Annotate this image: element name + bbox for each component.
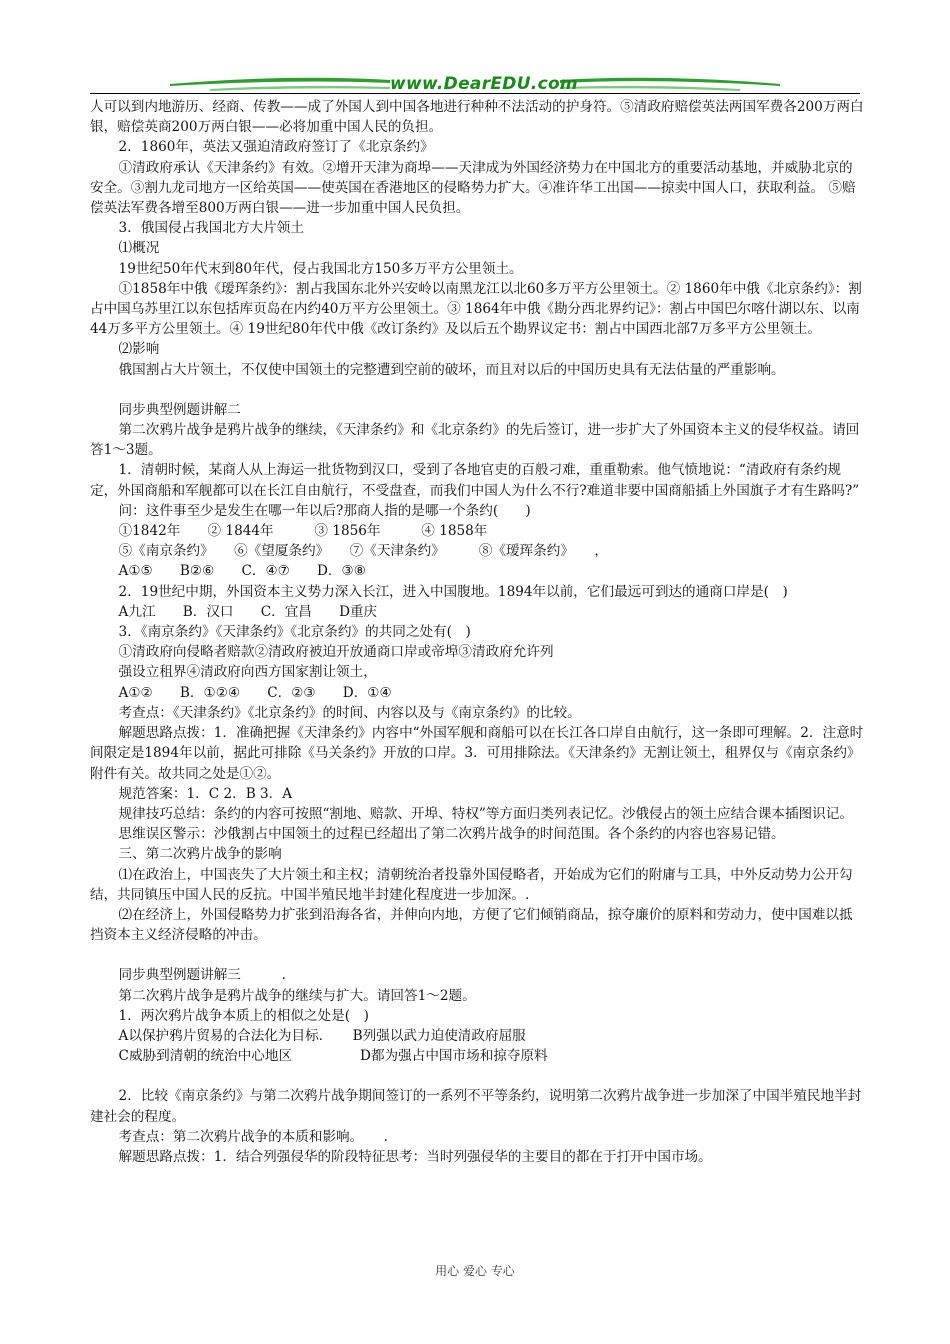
paragraph: 俄国割占大片领土，不仅使中国领土的完整遭到空前的破坏，而且对以后的中国历史具有无法估量的严重影响。 xyxy=(118,361,785,378)
paragraph: 考查点：第二次鸦片战争的本质和影响。 . xyxy=(118,1128,388,1145)
paragraph: 第二次鸦片战争是鸦片战争的继续与扩大。请回答1～2题。 xyxy=(118,987,476,1004)
paragraph: ⑵影响 xyxy=(118,341,160,358)
paragraph: 问：这件事至少是发生在哪一年以后?那商人指的是哪一个条约( ) xyxy=(118,502,531,519)
paragraph: 强设立租界④清政府向西方国家割让领土， xyxy=(118,664,377,681)
paragraph: 19世纪50年代末到80年代，侵占我国北方150多万平方公里领土。 xyxy=(118,260,523,277)
question: 2．19世纪中期，外国资本主义势力深入长江，进入中国腹地。1894年以前，它们最远可到达的通商口岸是( ) xyxy=(118,583,788,600)
paragraph: 2．1860年，英法又强迫清政府签订了《北京条约》 xyxy=(118,139,434,156)
options-line: C威胁到清朝的统治中心地区 D都为强占中国市场和掠夺原料 xyxy=(118,1048,548,1065)
paragraph: ①清政府承认《天津条约》有效。②增开天津为商埠——天津成为外国经济势力在中国北方的重要活动基地，并威胁北京的安全。③割九龙司地方一区给英国——使英国在香港地区的侵略势力扩大。④准许华工出国——掠卖中国人口，获取利益。 ⑤赔偿英法军费各增至800万两白银——进一步加重中国人民负担。 xyxy=(90,159,856,217)
paragraph: ⑵在经济上，外国侵略势力扩张到沿海各省，并伸向内地，方便了它们倾销商品，掠夺廉价的原料和劳动力，使中国难以抵挡资本主义经济侵略的冲击。 xyxy=(90,906,853,944)
options-line: A①② B．①②④ C．②③ D．①④ xyxy=(118,684,392,701)
paragraph: 解题思路点拨：1．准确把握《天津条约》内容中“外国军舰和商船可以在长江各口岸自由航行，这一条即可理解。2．注意时间限定是1894年以前，据此可排除《马关条约》开放的口岸。3．可用排除法。《天津条约》无割让领土，租界仅与《南京条约》附件有关。故共同之处是①②。 xyxy=(90,725,864,782)
paragraph: ⑴概况 xyxy=(118,240,160,257)
paragraph: 规律技巧总结：条约的内容可按照“割地、赔款、开埠、特权”等方面归类列表记忆。沙俄侵占的领土应结合课本插图识记。 xyxy=(118,805,853,822)
page-footer: 用心 爱心 专心 xyxy=(435,1264,515,1278)
options-line: A①⑤ B②⑥ C．④⑦ D．③⑧ xyxy=(118,563,366,580)
paragraph: ①清政府向侵略者赔款②清政府被迫开放通商口岸或帝埠③清政府允许列 xyxy=(118,644,554,661)
paragraph: 考查点：《天津条约》《北京条约》的时间、内容以及与《南京条约》的比较。 xyxy=(118,704,581,721)
paragraph: ①1858年中俄《瑷珲条约》：割占我国东北外兴安岭以南黑龙江以北60多万平方公里领土。② 1860年中俄《北京条约》：割占中国乌苏里江以东包括库页岛在内约40万平方公里领土。③ 1864年中俄《勘分西北界约记》：割占中国巴尔喀什湖以东、以南44万多平方公里领土。④ 19世纪80年代中俄《改订条约》及以后五个勘界议定书：割占中国西北部7万多平方公里领土。 xyxy=(90,280,862,338)
site-header xyxy=(90,70,860,100)
options-line: ①1842年 ② 1844年 ③ 1856年 ④ 1858年 xyxy=(118,523,488,540)
section-heading: 三、第二次鸦片战争的影响 xyxy=(118,846,282,863)
section-heading: 同步典型例题讲解二 xyxy=(118,401,241,418)
paragraph: 思维误区警示：沙俄割占中国领土的过程已经超出了第二次鸦片战争的时间范围。各个条约的内容也容易记错。 xyxy=(118,826,785,843)
section-heading: 同步典型例题讲解三 . xyxy=(118,967,286,984)
paragraph: 人可以到内地游历、经商、传教——成了外国人到中国各地进行种种不法活动的护身符。⑤清政府赔偿英法两国军费各200万两白银，赔偿英商200万两白银——必将加重中国人民的负担。 xyxy=(90,99,864,136)
paragraph: 第二次鸦片战争是鸦片战争的继续，《天津条约》和《北京条约》的先后签订，进一步扩大了外国资本主义的侵华权益。请回答1～3题。 xyxy=(90,422,860,459)
question: 2．比较《南京条约》与第二次鸦片战争期间签订的一系列不平等条约，说明第二次鸦片战争进一步加深了中国半殖民地半封建社会的程度。 xyxy=(90,1088,862,1125)
site-logo-text[interactable]: www.DearEDU.com xyxy=(390,74,578,94)
options-line: A九江 B．汉口 C．宜昌 D重庆 xyxy=(118,603,378,620)
options-line: A以保护鸦片贸易的合法化为目标． B列强以武力迫使清政府屈服 xyxy=(118,1027,526,1044)
options-line: ⑤《南京条约》 ⑥《望厦条约》 ⑦《天津条约》 ⑧《瑷珲条约》 ， xyxy=(118,543,608,560)
paragraph: 3．俄国侵占我国北方大片领土 xyxy=(118,220,304,237)
question: 1．两次鸦片战争本质上的相似之处是( ) xyxy=(118,1007,369,1024)
question: 3．《南京条约》《天津条约》《北京条约》的共同之处有( ) xyxy=(118,624,471,641)
question: 1．清朝时候，某商人从上海运一批货物到汉口，受到了各地官吏的百般刁难，重重勒索。他气愤地说：“清政府有条约规定，外国商船和军舰都可以在长江自由航行，不受盘查，而我们中国人为什么不行?难道非要中国商船插上外国旗子才有生路吗?” xyxy=(90,462,860,499)
header-rule xyxy=(90,93,860,94)
paragraph: ⑴在政治上，中国丧失了大片领土和主权；清朝统治者投靠外国侵略者，开始成为它们的附庸与工具，中外反动势力公开勾结，共同镇压中国人民的反抗。中国半殖民地半封建化程度进一步加深。. xyxy=(90,866,853,903)
document-body xyxy=(90,97,865,1167)
paragraph: 解题思路点拨：1．结合列强侵华的阶段特征思考：当时列强侵华的主要目的都在于打开中国市场。 xyxy=(118,1148,712,1165)
paragraph: 规范答案：1．C 2．B 3．A xyxy=(118,785,293,802)
